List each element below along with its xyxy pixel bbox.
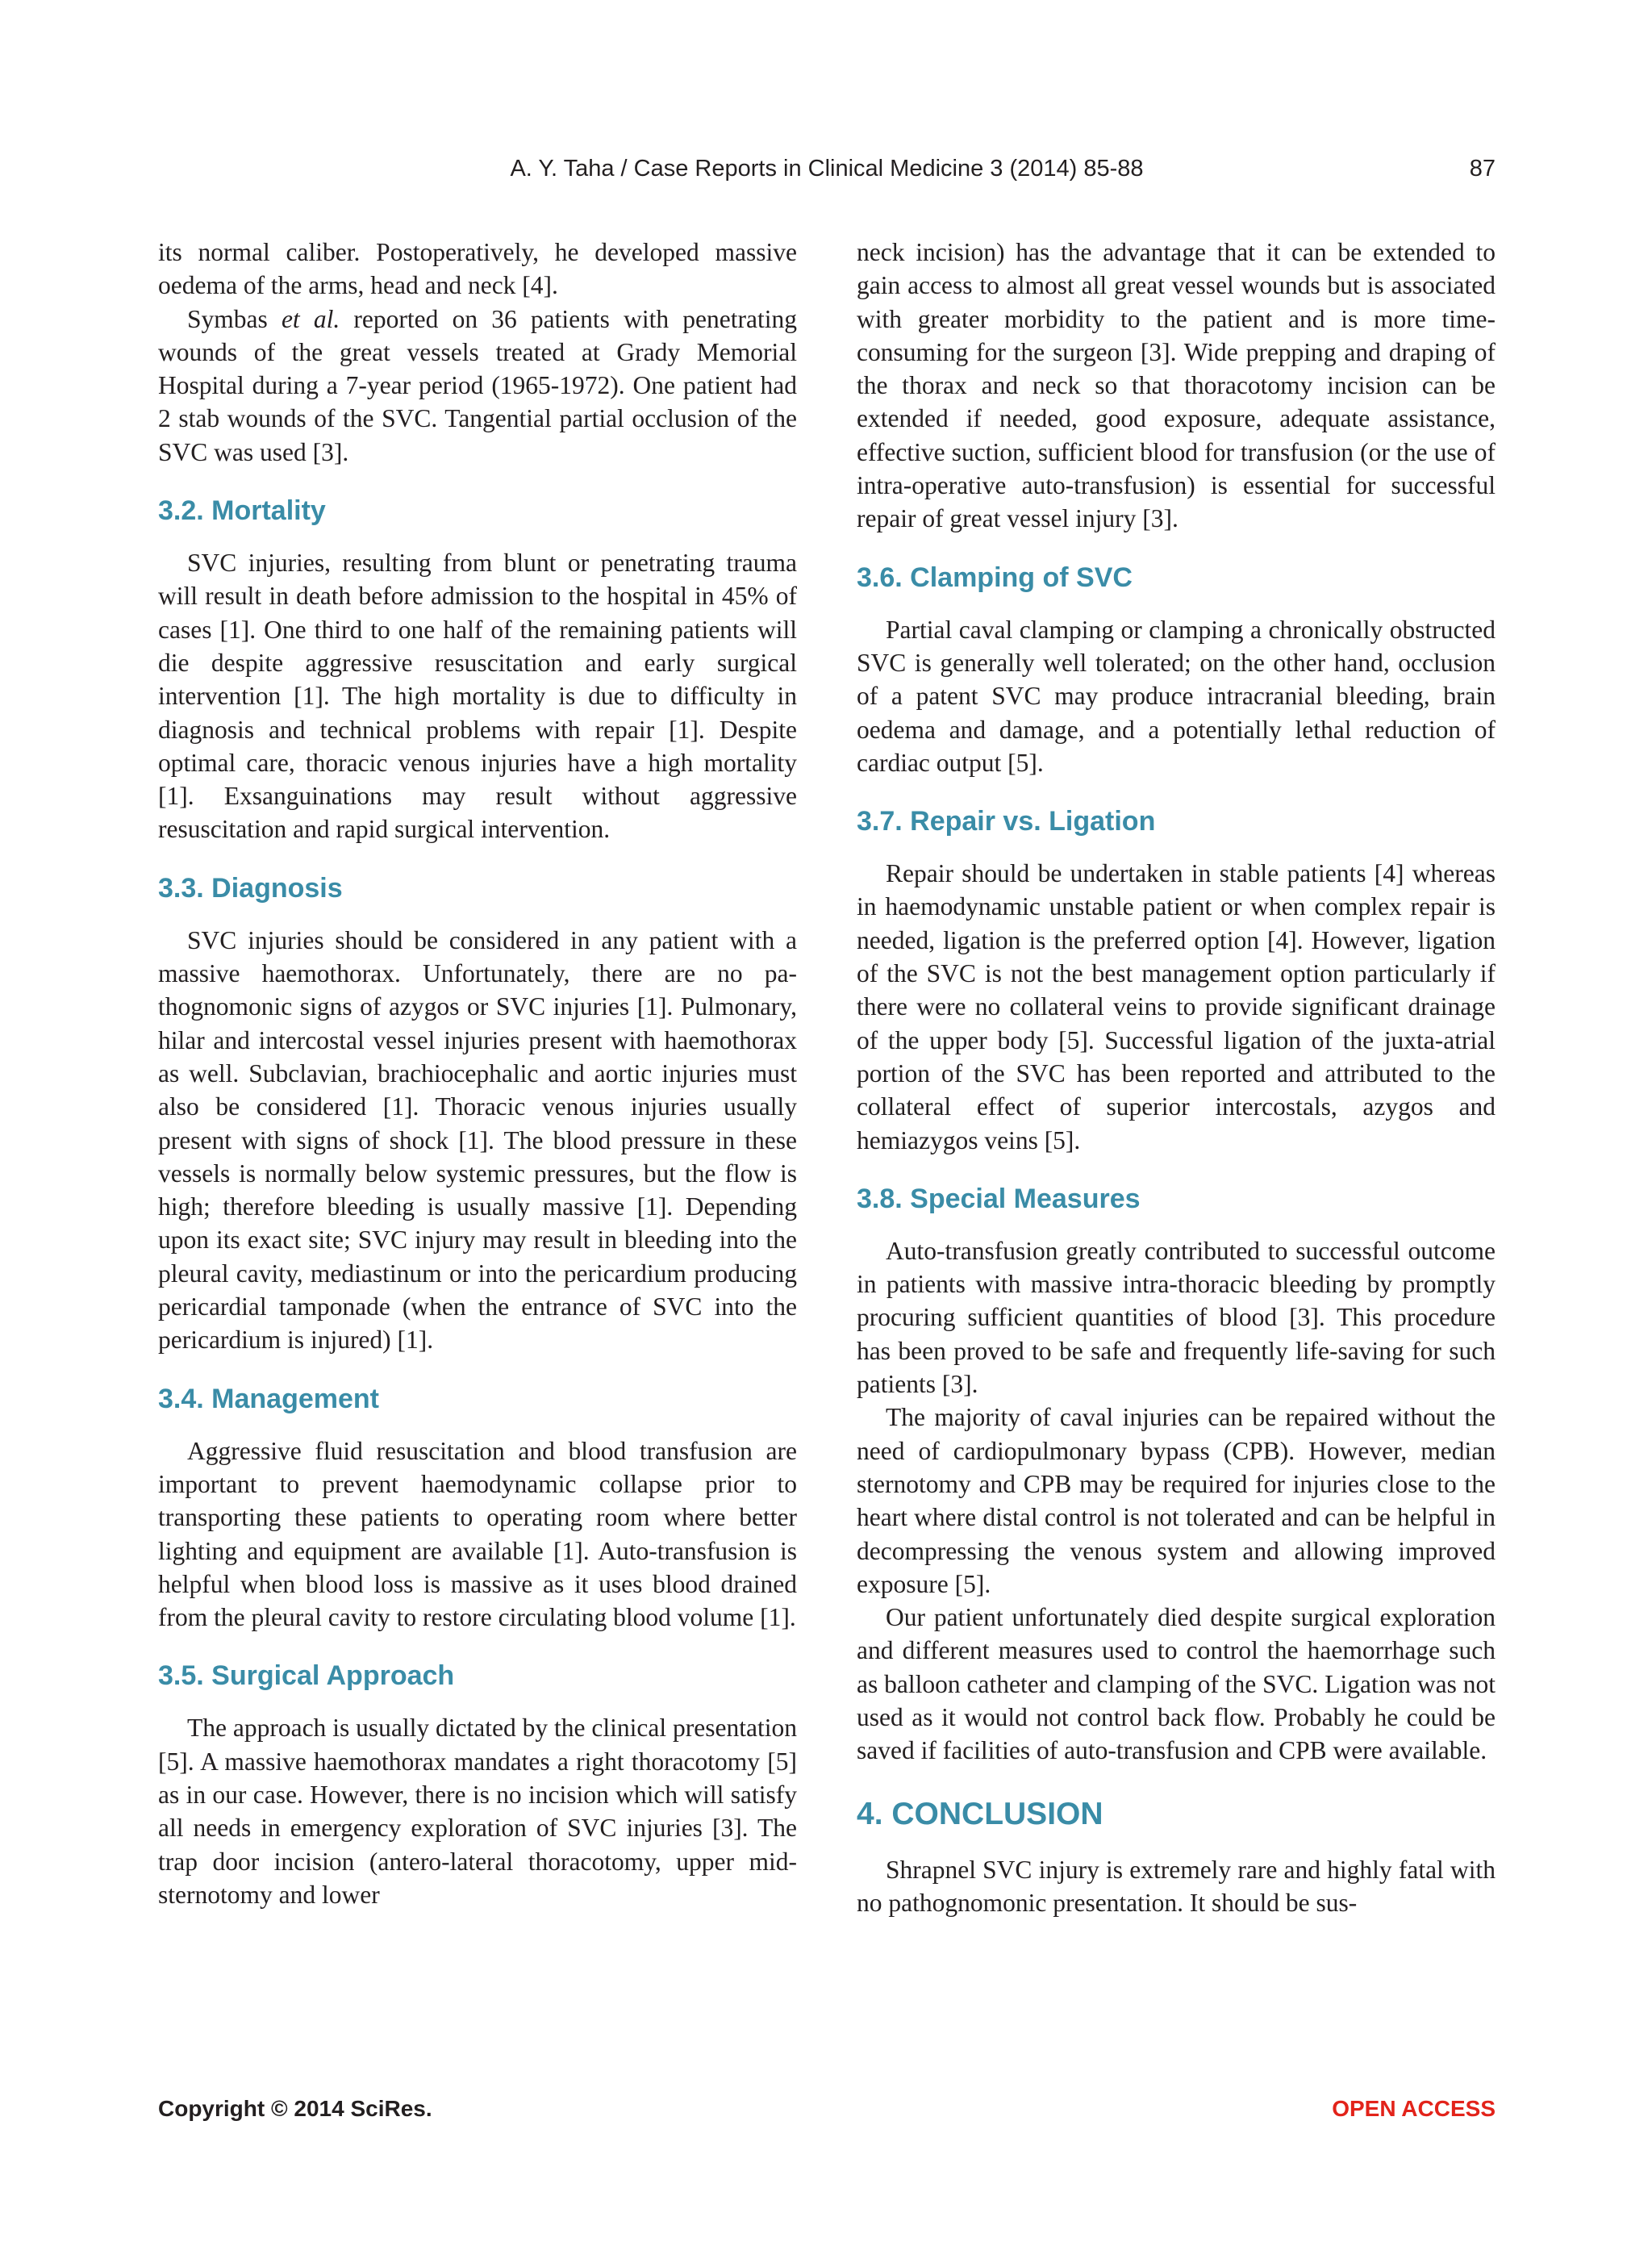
paragraph: Shrapnel SVC injury is extremely rare and highly fatal with no pathognomonic presentation. It should be sus- <box>857 1855 1496 1917</box>
right-column <box>857 236 1496 1919</box>
paragraph: Aggressive fluid resuscitation and blood transfusion are important to prevent haemodynamic collapse prior to transporting these patients to operating room where better lighting and equipment are available [1]. Auto-transfusion is helpful when blood loss is massive as it uses blood drained from the pleural cavity to restore circulating blood volume [1]. <box>158 1436 797 1632</box>
page-number: 87 <box>1469 156 1496 182</box>
paragraph: Our patient unfortunately died despite surgical exploration and different measures used to control the haemorrhage such as balloon catheter and clamping of the SVC. Ligation was not used as it would not control back flow. Probably he could be saved if facilities of auto-transfusion and CPB were available. <box>857 1603 1496 1765</box>
emphasis: et al. <box>281 304 340 333</box>
open-access-label: OPEN ACCESS <box>1332 2096 1496 2121</box>
section-heading-management: 3.4. Management <box>158 1383 379 1414</box>
paragraph: its normal caliber. Postoperatively, he developed massive oedema of the arms, head and neck [4]. <box>158 238 797 300</box>
text-run: reported on 36 patients with penetrating wounds of the great vessels treated at Grady Memorial Hospital during a 7-year period (1965-1972). One patient had 2 stab wounds of the SVC. Tangential partial occlusion of the SVC was used [3]. <box>158 304 797 466</box>
section-heading-special-measures: 3.8. Special Measures <box>857 1183 1141 1214</box>
text-run: Symbas <box>187 304 282 333</box>
copyright-notice: Copyright © 2014 SciRes. <box>158 2096 432 2121</box>
section-heading-repair-ligation: 3.7. Repair vs. Ligation <box>857 806 1156 837</box>
paragraph: Partial caval clamping or clamping a chronically obstructed SVC is generally well tolerated; on the other hand, occlusion of a patent SVC may produce intracranial bleeding, brain oedema and damage, and a potentially lethal reduction of cardiac output [5]. <box>857 615 1496 777</box>
section-heading-mortality: 3.2. Mortality <box>158 495 326 527</box>
paragraph: Auto-transfusion greatly contributed to successful outcome in patients with massive intra-thoracic bleeding by promptly procuring sufficient quantities of blood [3]. This procedure has been proved to be safe and frequently life-saving for such patients [3]. <box>857 1236 1496 1399</box>
paragraph: SVC injuries should be considered in any patient with a massive haemothorax. Unfortunately, there are no pathognomonic signs of azygos or SVC injuries [1]. Pulmonary, hilar and intercostal vessel injuries present with haemothorax as well. Subclavian, brachiocephalic and aortic injuries must also be considered [1]. Thoracic venous injuries usually present with signs of shock [1]. The blood pressure in these vessels is normally below systemic pressures, but the flow is high; therefore bleeding is usually massive [1]. Depending upon its exact site; SVC injury may result in bleeding into the pleural cavity, mediastinum or into the pericardium producing pericardial tamponade (when the entrance of SVC into the pericardium is injured) [1]. <box>158 925 797 1355</box>
page-footer <box>158 2096 1496 2128</box>
paragraph: Repair should be undertaken in stable patients [4] whereas in haemodynamic unstable patient or when complex repair is needed, ligation is the preferred option [4]. However, ligation of the SVC is not the best management option particularly if there were no collateral veins to provide significant drainage of the upper body [5]. Successful ligation of the juxta-atrial portion of the SVC has been reported and attributed to the collateral effect of superior intercostals, azygos and hemiazygos veins [5]. <box>857 859 1496 1154</box>
section-heading-conclusion: 4. CONCLUSION <box>857 1796 1103 1831</box>
section-heading-surgical-approach: 3.5. Surgical Approach <box>158 1660 455 1692</box>
section-heading-clamping: 3.6. Clamping of SVC <box>857 562 1133 593</box>
paragraph: SVC injuries, resulting from blunt or penetrating trauma will result in death before admission to the hospital in 45% of cases [1]. One third to one half of the remaining patients will die despite aggressive resuscitation and early surgical intervention [1]. The high mortality is due to difficulty in diagnosis and technical problems with repair [1]. Despite optimal care, thoracic venous injuries have a high mortality [1]. Exsanguinations may result without aggressive resuscitation and rapid surgical intervention. <box>158 549 797 844</box>
journal-citation: A. Y. Taha / Case Reports in Clinical Medicine 3 (2014) 85-88 <box>510 156 1144 182</box>
paragraph: The approach is usually dictated by the clinical presentation [5]. A massive haemothorax mandates a right thoracotomy [5] as in our case. However, there is no incision which will satisfy all needs in emergency exploration of SVC injuries [3]. The trap door incision (antero-lateral thoracotomy, upper mid-sternotomy and lower <box>158 1714 797 1909</box>
running-head <box>158 156 1496 188</box>
paragraph <box>158 303 797 469</box>
paragraph: neck incision) has the advantage that it can be extended to gain access to almost all great vessel wounds but is associated with greater morbidity to the patient and is more time-consuming for the surgeon [3]. Wide prepping and draping of the thorax and neck so that thoracotomy incision can be extended if needed, good exposure, adequate assistance, effective suction, sufficient blood for transfusion (or the use of intra-operative auto-transfusion) is essential for successful repair of great vessel injury [3]. <box>857 238 1496 533</box>
left-column <box>158 236 797 1911</box>
section-heading-diagnosis: 3.3. Diagnosis <box>158 872 343 904</box>
paragraph: The majority of caval injuries can be repaired without the need of cardiopulmonary bypass (CPB). However, median sternotomy and CPB may be required for injuries close to the heart where distal control is not tolerated and can be helpful in decompressing the venous system and allowing improved exposure [5]. <box>857 1403 1496 1598</box>
